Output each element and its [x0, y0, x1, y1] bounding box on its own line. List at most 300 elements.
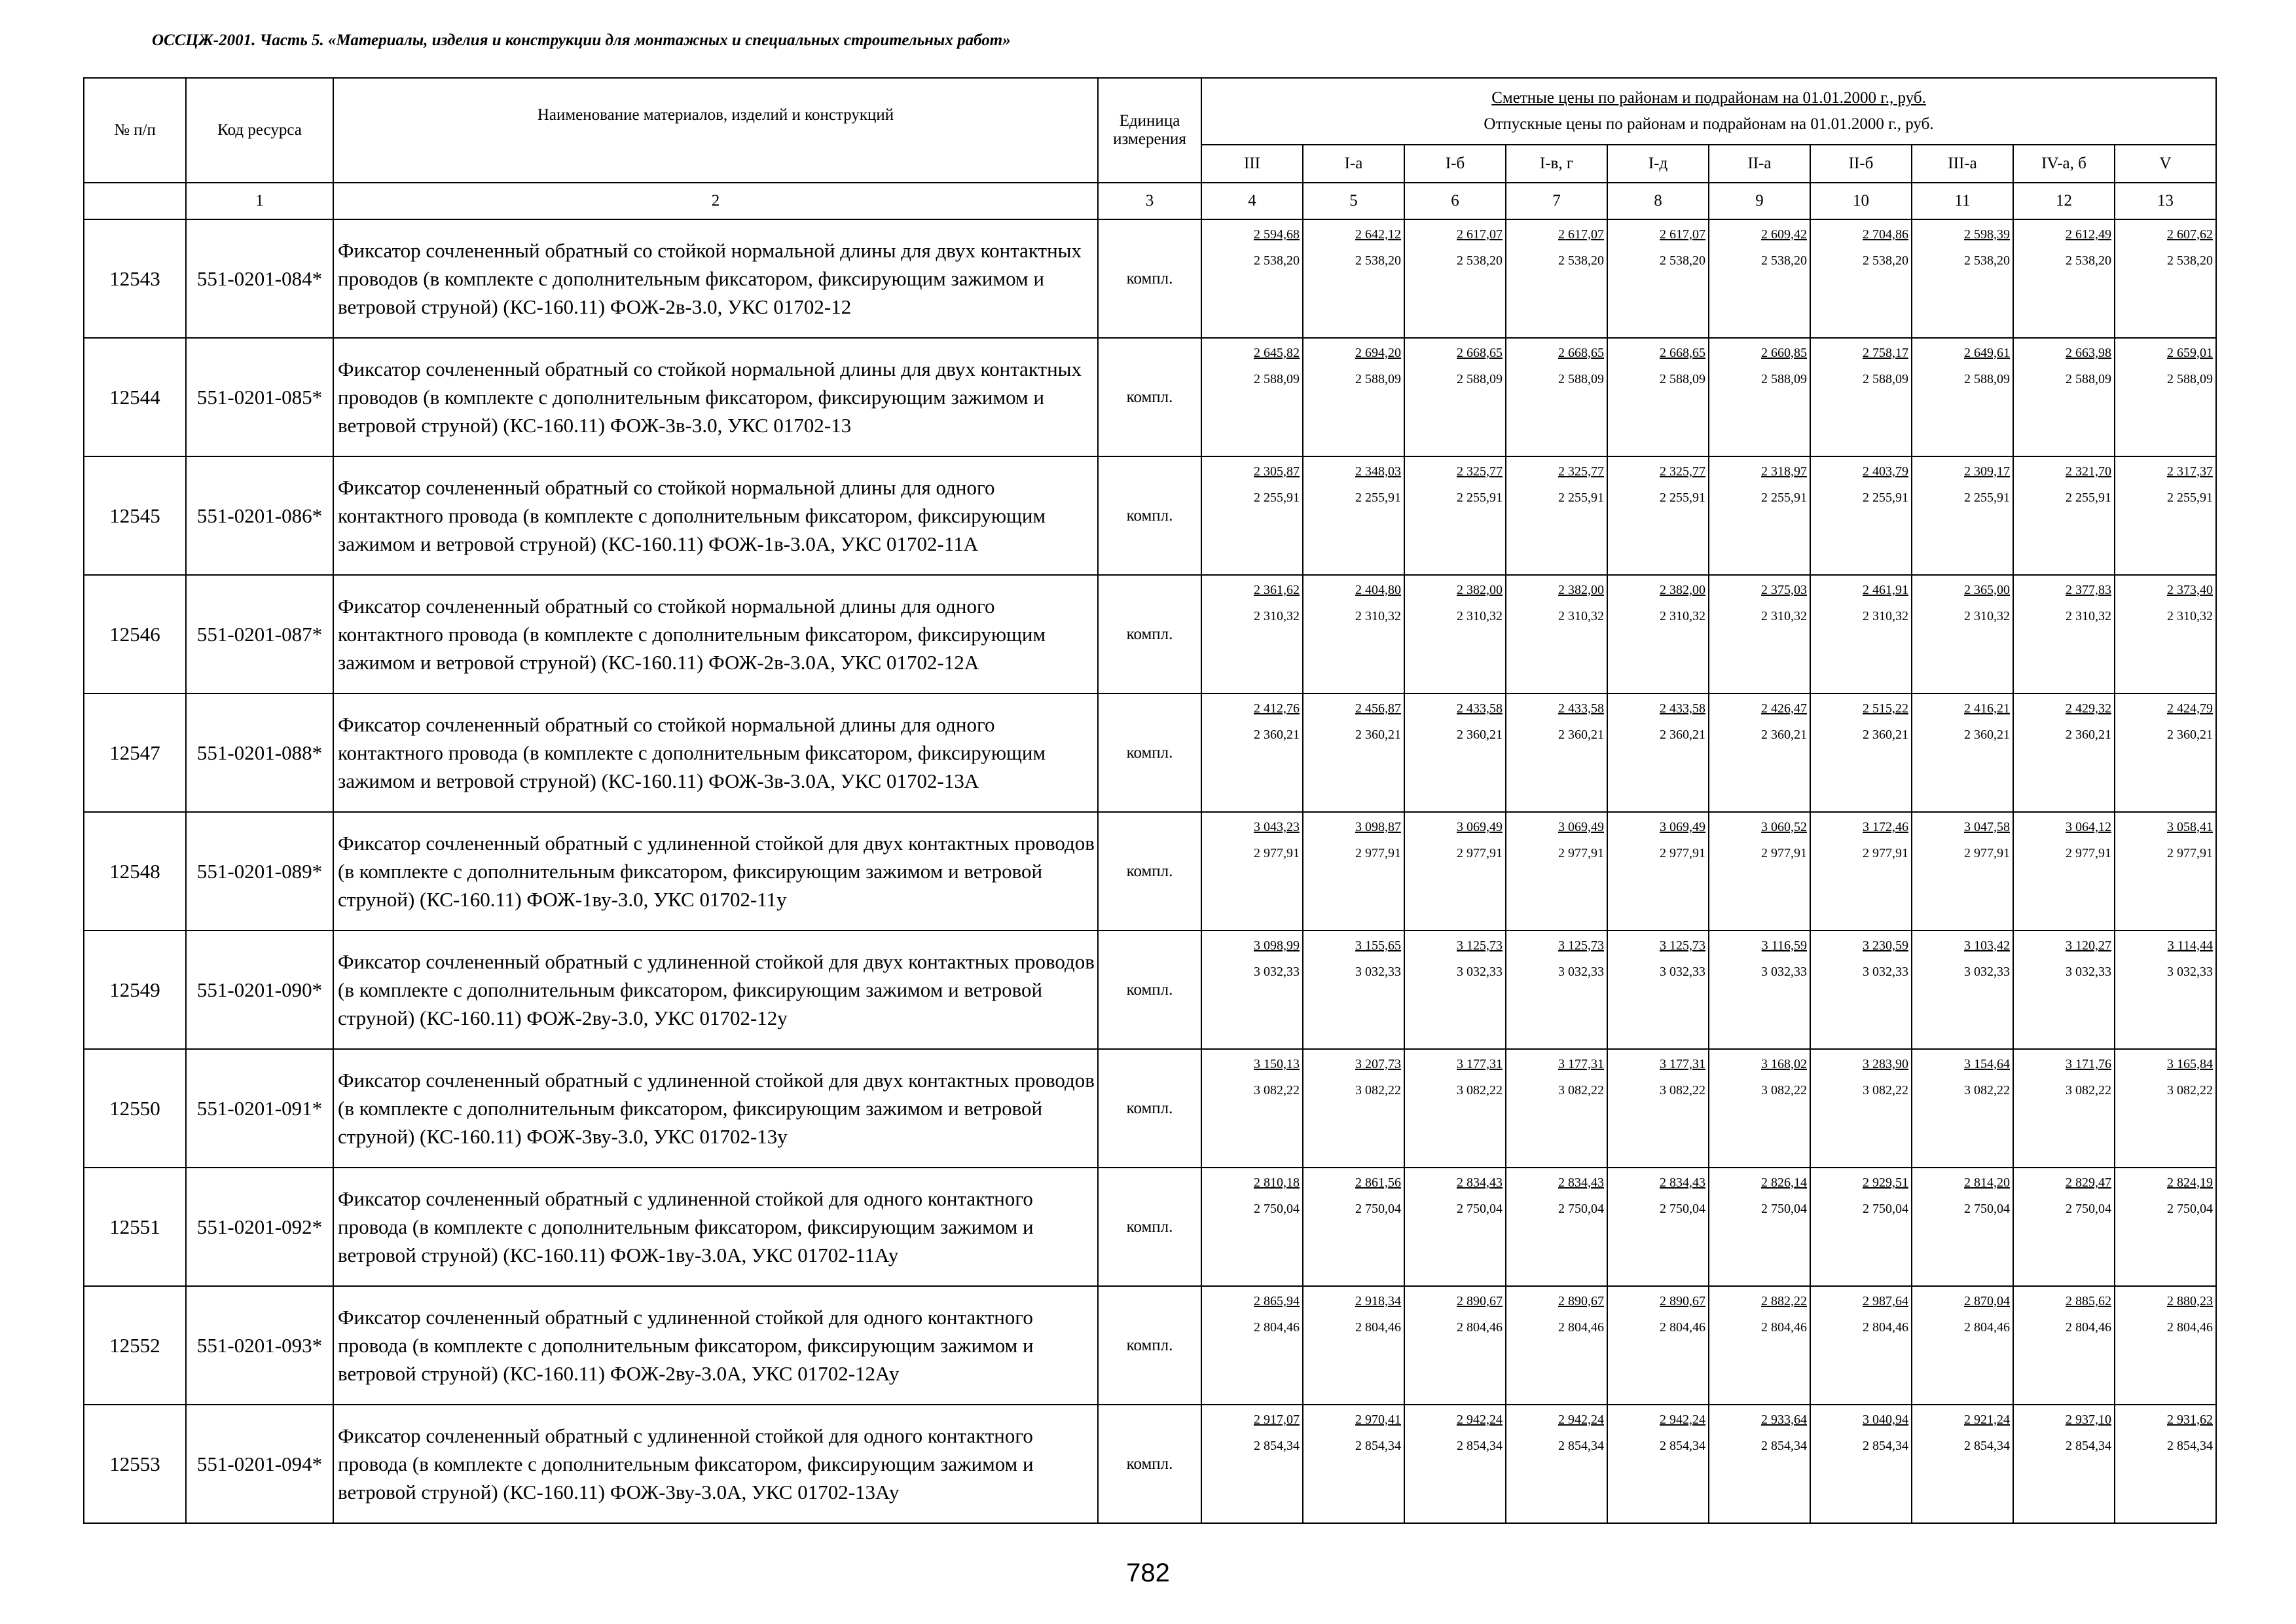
estimate-price: 2 607,62 — [2167, 227, 2213, 242]
release-price: 2 750,04 — [1863, 1202, 1908, 1216]
release-price: 2 255,91 — [1761, 490, 1807, 505]
estimate-price: 2 373,40 — [2167, 583, 2213, 597]
price-cell — [1404, 1049, 1506, 1168]
estimate-price: 2 834,43 — [1660, 1175, 1705, 1190]
price-cell — [1709, 693, 1810, 812]
release-price: 2 804,46 — [1863, 1320, 1908, 1335]
estimate-price: 2 890,67 — [1558, 1294, 1604, 1308]
price-cell — [1607, 456, 1709, 575]
release-price: 2 804,46 — [1558, 1320, 1604, 1335]
header-region: I-а — [1303, 145, 1404, 183]
estimate-price: 2 609,42 — [1761, 227, 1807, 242]
header-region: III — [1201, 145, 1303, 183]
header-region: I-д — [1607, 145, 1709, 183]
table-row — [84, 1049, 2216, 1168]
estimate-price: 2 382,00 — [1558, 583, 1604, 597]
release-price: 2 854,34 — [1558, 1439, 1604, 1453]
price-cell — [1810, 931, 1912, 1049]
price-cell — [2115, 338, 2216, 456]
release-price: 2 854,34 — [1660, 1439, 1705, 1453]
price-cell — [2115, 812, 2216, 931]
release-price: 2 588,09 — [1761, 372, 1807, 386]
column-number: 9 — [1709, 183, 1810, 219]
price-cell — [2115, 219, 2216, 338]
price-cell — [2013, 1049, 2115, 1168]
estimate-price: 2 416,21 — [1964, 701, 2010, 716]
resource-code: 551-0201-090* — [186, 931, 333, 1049]
estimate-price: 3 154,64 — [1964, 1057, 2010, 1071]
estimate-price: 2 348,03 — [1355, 464, 1401, 479]
release-price: 2 360,21 — [1457, 728, 1503, 742]
price-cell — [1607, 812, 1709, 931]
price-cell — [1201, 693, 1303, 812]
estimate-price: 2 668,65 — [1558, 346, 1604, 360]
release-price: 2 977,91 — [1457, 846, 1503, 860]
estimate-price: 3 047,58 — [1964, 820, 2010, 834]
price-cell — [1607, 1286, 1709, 1405]
release-price: 3 082,22 — [1964, 1083, 2010, 1098]
price-cell — [1912, 1168, 2013, 1286]
release-price: 2 255,91 — [1660, 490, 1705, 505]
resource-code: 551-0201-086* — [186, 456, 333, 575]
estimate-price: 2 824,19 — [2167, 1175, 2213, 1190]
release-price: 2 854,34 — [1761, 1439, 1807, 1453]
release-price: 2 360,21 — [1863, 728, 1908, 742]
price-cell — [1303, 456, 1404, 575]
price-cell — [1201, 1168, 1303, 1286]
price-cell — [2115, 456, 2216, 575]
estimate-price: 3 114,44 — [2167, 938, 2213, 953]
estimate-price: 2 365,00 — [1964, 583, 2010, 597]
estimate-price: 2 382,00 — [1457, 583, 1503, 597]
release-price: 2 538,20 — [2066, 253, 2111, 268]
release-price: 3 082,22 — [1254, 1083, 1300, 1098]
item-name: Фиксатор сочлененный обратный с удлиненной стойкой для двух контактных проводов (в комплекте с дополнительным фиксатором, фиксирующим зажимом и ветровой струной) (КС-160.11) ФОЖ-3ву-3.0, УКС 01702-13у — [333, 1049, 1098, 1168]
unit-of-measure: компл. — [1098, 219, 1201, 338]
estimate-price: 2 325,77 — [1558, 464, 1604, 479]
header-region: I-в, г — [1506, 145, 1607, 183]
estimate-price: 2 598,39 — [1964, 227, 2010, 242]
estimate-price: 2 412,76 — [1254, 701, 1300, 716]
estimate-price: 2 321,70 — [2066, 464, 2111, 479]
item-name: Фиксатор сочлененный обратный со стойкой нормальной длины для одного контактного провода (в комплекте с дополнительным фиксатором, фиксирующим зажимом и ветровой струной) (КС-160.11) ФОЖ-2в-3.0А, УКС 01702-12А — [333, 575, 1098, 693]
price-cell — [1912, 1049, 2013, 1168]
estimate-price: 3 177,31 — [1558, 1057, 1604, 1071]
price-cell — [1303, 812, 1404, 931]
price-cell — [1607, 1049, 1709, 1168]
column-number: 6 — [1404, 183, 1506, 219]
release-price: 3 082,22 — [1660, 1083, 1705, 1098]
estimate-price: 2 882,22 — [1761, 1294, 1807, 1308]
price-cell — [1709, 1286, 1810, 1405]
estimate-price: 3 230,59 — [1863, 938, 1908, 953]
estimate-price: 3 155,65 — [1355, 938, 1401, 953]
price-cell — [1912, 1405, 2013, 1523]
price-cell — [1607, 1405, 1709, 1523]
estimate-price: 2 377,83 — [2066, 583, 2111, 597]
estimate-price: 2 970,41 — [1355, 1412, 1401, 1427]
release-price: 2 804,46 — [1254, 1320, 1300, 1335]
estimate-price: 2 834,43 — [1558, 1175, 1604, 1190]
release-price: 2 854,34 — [1964, 1439, 2010, 1453]
resource-code: 551-0201-091* — [186, 1049, 333, 1168]
estimate-price: 2 318,97 — [1761, 464, 1807, 479]
price-cell — [1404, 1286, 1506, 1405]
price-cell — [1810, 1405, 1912, 1523]
price-cell — [1303, 338, 1404, 456]
release-price: 2 977,91 — [1863, 846, 1908, 860]
column-number-empty — [84, 183, 186, 219]
price-cell — [2013, 693, 2115, 812]
estimate-price: 2 668,65 — [1660, 346, 1705, 360]
price-cell — [1810, 1049, 1912, 1168]
estimate-price: 3 125,73 — [1457, 938, 1503, 953]
unit-of-measure: компл. — [1098, 456, 1201, 575]
estimate-price: 2 921,24 — [1964, 1412, 2010, 1427]
price-cell — [1912, 575, 2013, 693]
price-cell — [1506, 931, 1607, 1049]
price-cell — [1506, 575, 1607, 693]
column-number: 8 — [1607, 183, 1709, 219]
release-price: 2 310,32 — [1863, 609, 1908, 623]
release-price: 2 538,20 — [1964, 253, 2010, 268]
estimate-price: 2 361,62 — [1254, 583, 1300, 597]
price-cell — [2013, 931, 2115, 1049]
release-price: 2 360,21 — [1558, 728, 1604, 742]
header-region: V — [2115, 145, 2216, 183]
price-cell — [1201, 575, 1303, 693]
item-name: Фиксатор сочлененный обратный со стойкой нормальной длины для одного контактного провода (в комплекте с дополнительным фиксатором, фиксирующим зажимом и ветровой струной) (КС-160.11) ФОЖ-1в-3.0А, УКС 01702-11А — [333, 456, 1098, 575]
release-price: 2 588,09 — [2167, 372, 2213, 386]
column-number: 12 — [2013, 183, 2115, 219]
price-cell — [1607, 575, 1709, 693]
estimate-price: 3 171,76 — [2066, 1057, 2111, 1071]
estimate-price: 3 060,52 — [1761, 820, 1807, 834]
release-price: 3 032,33 — [1457, 965, 1503, 979]
price-cell — [1607, 338, 1709, 456]
price-cell — [1303, 1168, 1404, 1286]
price-cell — [1709, 338, 1810, 456]
release-price: 2 538,20 — [1761, 253, 1807, 268]
release-price: 2 538,20 — [1863, 253, 1908, 268]
release-price: 2 588,09 — [1660, 372, 1705, 386]
row-number: 12550 — [84, 1049, 186, 1168]
price-cell — [1810, 456, 1912, 575]
release-price: 3 082,22 — [2066, 1083, 2111, 1098]
release-price: 2 854,34 — [1254, 1439, 1300, 1453]
estimate-price: 2 942,24 — [1457, 1412, 1503, 1427]
estimate-price: 2 694,20 — [1355, 346, 1401, 360]
column-number: 3 — [1098, 183, 1201, 219]
estimate-price: 3 168,02 — [1761, 1057, 1807, 1071]
column-number: 4 — [1201, 183, 1303, 219]
estimate-price: 2 663,98 — [2066, 346, 2111, 360]
estimate-price: 2 933,64 — [1761, 1412, 1807, 1427]
price-cell — [1404, 1405, 1506, 1523]
header-region: III-а — [1912, 145, 2013, 183]
unit-of-measure: компл. — [1098, 1168, 1201, 1286]
price-cell — [1912, 812, 2013, 931]
estimate-price: 3 150,13 — [1254, 1057, 1300, 1071]
release-price: 2 588,09 — [1863, 372, 1908, 386]
header-region: II-а — [1709, 145, 1810, 183]
estimate-price: 2 918,34 — [1355, 1294, 1401, 1308]
price-cell — [2013, 338, 2115, 456]
row-number: 12549 — [84, 931, 186, 1049]
release-price: 2 310,32 — [1355, 609, 1401, 623]
estimate-price: 2 433,58 — [1558, 701, 1604, 716]
price-cell — [1506, 338, 1607, 456]
column-number: 2 — [333, 183, 1098, 219]
estimate-price: 2 890,67 — [1660, 1294, 1705, 1308]
price-cell — [1912, 338, 2013, 456]
estimate-price: 2 382,00 — [1660, 583, 1705, 597]
estimate-price: 3 043,23 — [1254, 820, 1300, 834]
header-estimate-prices: Сметные цены по районам и подрайонам на 01.01.2000 г., руб. — [1491, 89, 1926, 107]
release-price: 2 538,20 — [1457, 253, 1503, 268]
price-cell — [2013, 219, 2115, 338]
price-cell — [1506, 1049, 1607, 1168]
release-price: 2 977,91 — [1355, 846, 1401, 860]
estimate-price: 3 125,73 — [1660, 938, 1705, 953]
release-price: 2 538,20 — [1660, 253, 1705, 268]
estimate-price: 2 426,47 — [1761, 701, 1807, 716]
header-name: Наименование материалов, изделий и конструкций — [333, 78, 1098, 183]
price-cell — [1810, 338, 1912, 456]
price-cell — [1303, 1049, 1404, 1168]
price-cell — [2115, 1286, 2216, 1405]
release-price: 2 977,91 — [1964, 846, 2010, 860]
price-cell — [1404, 931, 1506, 1049]
price-cell — [2115, 1049, 2216, 1168]
estimate-price: 2 929,51 — [1863, 1175, 1908, 1190]
estimate-price: 2 649,61 — [1964, 346, 2010, 360]
release-price: 2 360,21 — [2066, 728, 2111, 742]
price-cell — [1201, 1286, 1303, 1405]
release-price: 2 310,32 — [2167, 609, 2213, 623]
release-price: 2 750,04 — [1457, 1202, 1503, 1216]
release-price: 2 310,32 — [1964, 609, 2010, 623]
release-price: 2 255,91 — [1863, 490, 1908, 505]
release-price: 3 032,33 — [1355, 965, 1401, 979]
price-cell — [1303, 1286, 1404, 1405]
price-cell — [1810, 575, 1912, 693]
release-price: 2 310,32 — [1558, 609, 1604, 623]
unit-of-measure: компл. — [1098, 1405, 1201, 1523]
estimate-price: 2 870,04 — [1964, 1294, 2010, 1308]
item-name: Фиксатор сочлененный обратный со стойкой нормальной длины для одного контактного провода (в комплекте с дополнительным фиксатором, фиксирующим зажимом и ветровой струной) (КС-160.11) ФОЖ-3в-3.0А, УКС 01702-13А — [333, 693, 1098, 812]
estimate-price: 2 931,62 — [2167, 1412, 2213, 1427]
estimate-price: 2 642,12 — [1355, 227, 1401, 242]
table-row — [84, 812, 2216, 931]
estimate-price: 2 942,24 — [1558, 1412, 1604, 1427]
price-cell — [1607, 219, 1709, 338]
price-cell — [1810, 693, 1912, 812]
estimate-price: 3 103,42 — [1964, 938, 2010, 953]
release-price: 2 255,91 — [2167, 490, 2213, 505]
estimate-price: 2 305,87 — [1254, 464, 1300, 479]
price-cell — [1201, 456, 1303, 575]
price-cell — [1506, 693, 1607, 812]
estimate-price: 2 594,68 — [1254, 227, 1300, 242]
price-cell — [2013, 1168, 2115, 1286]
release-price: 2 750,04 — [1254, 1202, 1300, 1216]
release-price: 2 310,32 — [1457, 609, 1503, 623]
release-price: 2 538,20 — [1558, 253, 1604, 268]
resource-code: 551-0201-089* — [186, 812, 333, 931]
release-price: 2 360,21 — [1254, 728, 1300, 742]
release-price: 2 977,91 — [2167, 846, 2213, 860]
release-price: 3 082,22 — [2167, 1083, 2213, 1098]
release-price: 2 360,21 — [1355, 728, 1401, 742]
price-cell — [1404, 693, 1506, 812]
price-cell — [1201, 338, 1303, 456]
row-number: 12546 — [84, 575, 186, 693]
row-number: 12548 — [84, 812, 186, 931]
release-price: 2 804,46 — [2167, 1320, 2213, 1335]
estimate-price: 2 403,79 — [1863, 464, 1908, 479]
estimate-price: 3 069,49 — [1457, 820, 1503, 834]
header-region: IV-а, б — [2013, 145, 2115, 183]
estimate-price: 3 116,59 — [1761, 938, 1807, 953]
estimate-price: 3 069,49 — [1660, 820, 1705, 834]
release-price: 2 538,20 — [1355, 253, 1401, 268]
page-number: 782 — [1126, 1559, 1170, 1587]
item-name: Фиксатор сочлененный обратный с удлиненной стойкой для двух контактных проводов (в комплекте с дополнительным фиксатором, фиксирующим зажимом и ветровой струной) (КС-160.11) ФОЖ-2ву-3.0, УКС 01702-12у — [333, 931, 1098, 1049]
price-cell — [1709, 575, 1810, 693]
release-price: 2 854,34 — [2167, 1439, 2213, 1453]
table-row — [84, 1168, 2216, 1286]
estimate-price: 2 826,14 — [1761, 1175, 1807, 1190]
estimate-price: 2 404,80 — [1355, 583, 1401, 597]
release-price: 2 255,91 — [1558, 490, 1604, 505]
release-price: 2 750,04 — [1355, 1202, 1401, 1216]
table-row — [84, 456, 2216, 575]
price-cell — [1912, 219, 2013, 338]
release-price: 2 588,09 — [1254, 372, 1300, 386]
price-cell — [1201, 812, 1303, 931]
header-code: Код ресурса — [186, 78, 333, 183]
resource-code: 551-0201-088* — [186, 693, 333, 812]
release-price: 2 977,91 — [1761, 846, 1807, 860]
release-price: 3 082,22 — [1355, 1083, 1401, 1098]
estimate-price: 2 325,77 — [1660, 464, 1705, 479]
table-row — [84, 219, 2216, 338]
resource-code: 551-0201-094* — [186, 1405, 333, 1523]
price-cell — [1303, 575, 1404, 693]
price-cell — [1810, 1168, 1912, 1286]
release-price: 2 360,21 — [1761, 728, 1807, 742]
price-cell — [1709, 1049, 1810, 1168]
estimate-price: 3 172,46 — [1863, 820, 1908, 834]
release-price: 2 255,91 — [1964, 490, 2010, 505]
price-cell — [1607, 693, 1709, 812]
price-cell — [1404, 812, 1506, 931]
release-price: 2 750,04 — [2066, 1202, 2111, 1216]
price-table — [83, 77, 2217, 1524]
column-number: 10 — [1810, 183, 1912, 219]
release-price: 2 977,91 — [2066, 846, 2111, 860]
header-region: II-б — [1810, 145, 1912, 183]
table-row — [84, 575, 2216, 693]
release-price: 3 032,33 — [1761, 965, 1807, 979]
estimate-price: 3 283,90 — [1863, 1057, 1908, 1071]
price-cell — [1404, 338, 1506, 456]
price-cell — [1201, 931, 1303, 1049]
release-price: 2 750,04 — [1964, 1202, 2010, 1216]
price-cell — [1912, 1286, 2013, 1405]
release-price: 3 032,33 — [1660, 965, 1705, 979]
estimate-price: 2 890,67 — [1457, 1294, 1503, 1308]
item-name: Фиксатор сочлененный обратный с удлиненной стойкой для одного контактного провода (в комплекте с дополнительным фиксатором, фиксирующим зажимом и ветровой струной) (КС-160.11) ФОЖ-1ву-3.0А, УКС 01702-11Ау — [333, 1168, 1098, 1286]
estimate-price: 2 987,64 — [1863, 1294, 1908, 1308]
release-price: 2 360,21 — [1964, 728, 2010, 742]
unit-of-measure: компл. — [1098, 693, 1201, 812]
release-price: 2 804,46 — [1761, 1320, 1807, 1335]
estimate-price: 2 814,20 — [1964, 1175, 2010, 1190]
estimate-price: 2 834,43 — [1457, 1175, 1503, 1190]
estimate-price: 3 098,87 — [1355, 820, 1401, 834]
item-name: Фиксатор сочлененный обратный с удлиненной стойкой для одного контактного провода (в комплекте с дополнительным фиксатором, фиксирующим зажимом и ветровой струной) (КС-160.11) ФОЖ-2ву-3.0А, УКС 01702-12Ау — [333, 1286, 1098, 1405]
price-cell — [2013, 575, 2115, 693]
release-price: 2 854,34 — [2066, 1439, 2111, 1453]
estimate-price: 2 810,18 — [1254, 1175, 1300, 1190]
estimate-price: 2 612,49 — [2066, 227, 2111, 242]
resource-code: 551-0201-084* — [186, 219, 333, 338]
resource-code: 551-0201-092* — [186, 1168, 333, 1286]
estimate-price: 2 456,87 — [1355, 701, 1401, 716]
release-price: 2 854,34 — [1863, 1439, 1908, 1453]
price-cell — [1404, 1168, 1506, 1286]
release-price: 2 804,46 — [1457, 1320, 1503, 1335]
estimate-price: 2 937,10 — [2066, 1412, 2111, 1427]
estimate-price: 3 069,49 — [1558, 820, 1604, 834]
estimate-price: 2 645,82 — [1254, 346, 1300, 360]
price-cell — [1303, 1405, 1404, 1523]
estimate-price: 3 125,73 — [1558, 938, 1604, 953]
release-price: 3 032,33 — [1254, 965, 1300, 979]
price-cell — [2013, 812, 2115, 931]
price-cell — [1607, 931, 1709, 1049]
estimate-price: 2 424,79 — [2167, 701, 2213, 716]
estimate-price: 2 617,07 — [1558, 227, 1604, 242]
resource-code: 551-0201-085* — [186, 338, 333, 456]
release-price: 2 750,04 — [1558, 1202, 1604, 1216]
price-cell — [1303, 931, 1404, 1049]
estimate-price: 2 865,94 — [1254, 1294, 1300, 1308]
estimate-price: 2 317,37 — [2167, 464, 2213, 479]
price-cell — [1404, 456, 1506, 575]
estimate-price: 2 880,23 — [2167, 1294, 2213, 1308]
price-cell — [2013, 456, 2115, 575]
release-price: 2 360,21 — [2167, 728, 2213, 742]
row-number: 12543 — [84, 219, 186, 338]
release-price: 3 032,33 — [1863, 965, 1908, 979]
price-cell — [2115, 1405, 2216, 1523]
price-cell — [1404, 219, 1506, 338]
estimate-price: 2 660,85 — [1761, 346, 1807, 360]
row-number: 12547 — [84, 693, 186, 812]
release-price: 2 255,91 — [1355, 490, 1401, 505]
estimate-price: 2 375,03 — [1761, 583, 1807, 597]
column-number: 11 — [1912, 183, 2013, 219]
price-cell — [1709, 456, 1810, 575]
header-prices — [1201, 78, 2216, 145]
row-number: 12544 — [84, 338, 186, 456]
price-cell — [1810, 219, 1912, 338]
price-cell — [1709, 1405, 1810, 1523]
price-cell — [1506, 456, 1607, 575]
